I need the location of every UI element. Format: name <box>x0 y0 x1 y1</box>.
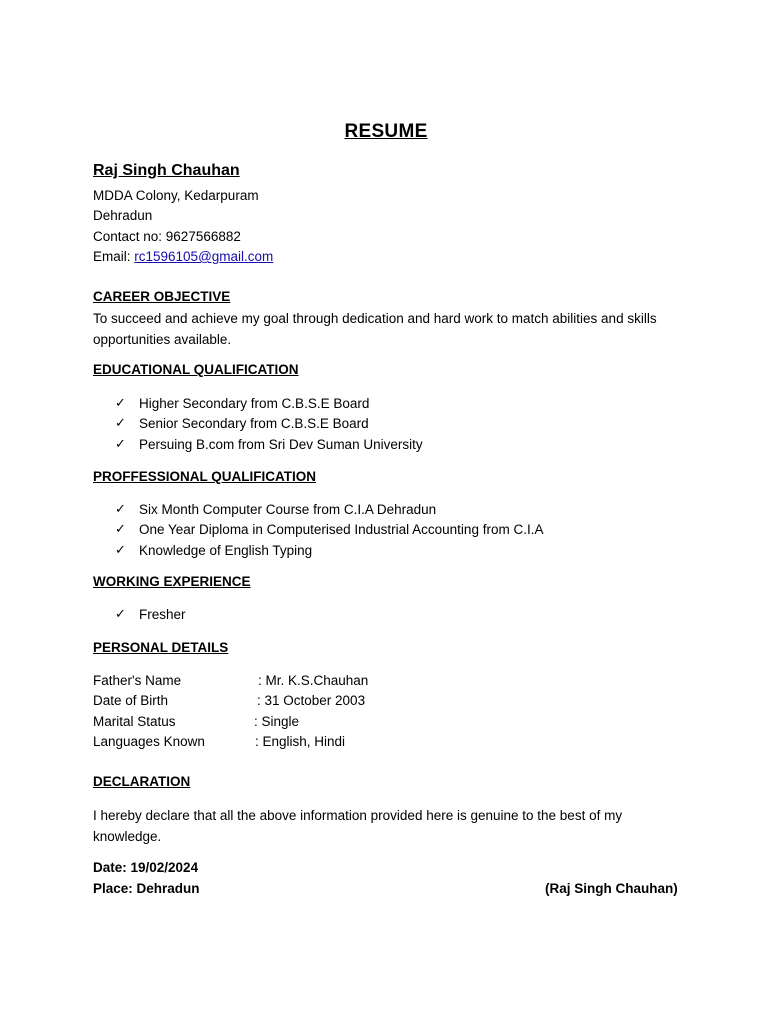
email-link[interactable]: rc1596105@gmail.com <box>134 249 274 264</box>
check-icon: ✓ <box>115 521 126 536</box>
detail-value: : Single <box>254 714 300 729</box>
detail-label: Languages Known <box>93 734 205 749</box>
professional-heading: PROFFESSIONAL QUALIFICATION <box>93 469 317 484</box>
check-icon: ✓ <box>115 542 126 557</box>
contact-number: Contact no: 9627566882 <box>93 229 241 244</box>
detail-label: Marital Status <box>93 714 176 729</box>
resume-title: RESUME <box>344 121 428 142</box>
education-heading: EDUCATIONAL QUALIFICATION <box>93 362 299 377</box>
check-icon: ✓ <box>115 501 126 516</box>
place-line: Place: Dehradun <box>93 881 200 896</box>
detail-value: : 31 October 2003 <box>257 693 366 708</box>
date-line: Date: 19/02/2024 <box>93 860 199 875</box>
detail-value: : Mr. K.S.Chauhan <box>258 673 369 688</box>
list-item: One Year Diploma in Computerised Industrial Accounting from C.I.A <box>139 522 544 537</box>
career-objective-heading: CAREER OBJECTIVE <box>93 289 231 304</box>
signature-name: (Raj Singh Chauhan) <box>545 881 678 896</box>
detail-value: : English, Hindi <box>255 734 346 749</box>
list-item: Six Month Computer Course from C.I.A Dehradun <box>139 502 437 517</box>
personal-details-heading: PERSONAL DETAILS <box>93 640 229 655</box>
address-line-1: MDDA Colony, Kedarpuram <box>93 188 259 203</box>
check-icon: ✓ <box>115 395 126 410</box>
list-item: Senior Secondary from C.B.S.E Board <box>139 416 369 431</box>
list-item: Fresher <box>139 607 186 622</box>
email-label: Email: <box>93 249 135 264</box>
list-item: Knowledge of English Typing <box>139 543 313 558</box>
experience-heading: WORKING EXPERIENCE <box>93 574 251 589</box>
list-item: Persuing B.com from Sri Dev Suman University <box>139 437 423 452</box>
declaration-text: I hereby declare that all the above information provided here is genuine to the best of my knowledge. <box>93 808 623 844</box>
check-icon: ✓ <box>115 606 126 621</box>
check-icon: ✓ <box>115 436 126 451</box>
list-item: Higher Secondary from C.B.S.E Board <box>139 396 370 411</box>
declaration-heading: DECLARATION <box>93 774 191 789</box>
detail-label: Date of Birth <box>93 693 169 708</box>
detail-label: Father's Name <box>93 673 182 688</box>
email-row <box>93 247 273 267</box>
career-objective-text: To succeed and achieve my goal through dedication and hard work to match abilities and skills opportunities available. <box>93 311 657 347</box>
address-line-2: Dehradun <box>93 208 153 223</box>
check-icon: ✓ <box>115 415 126 430</box>
candidate-name: Raj Singh Chauhan <box>93 162 240 179</box>
